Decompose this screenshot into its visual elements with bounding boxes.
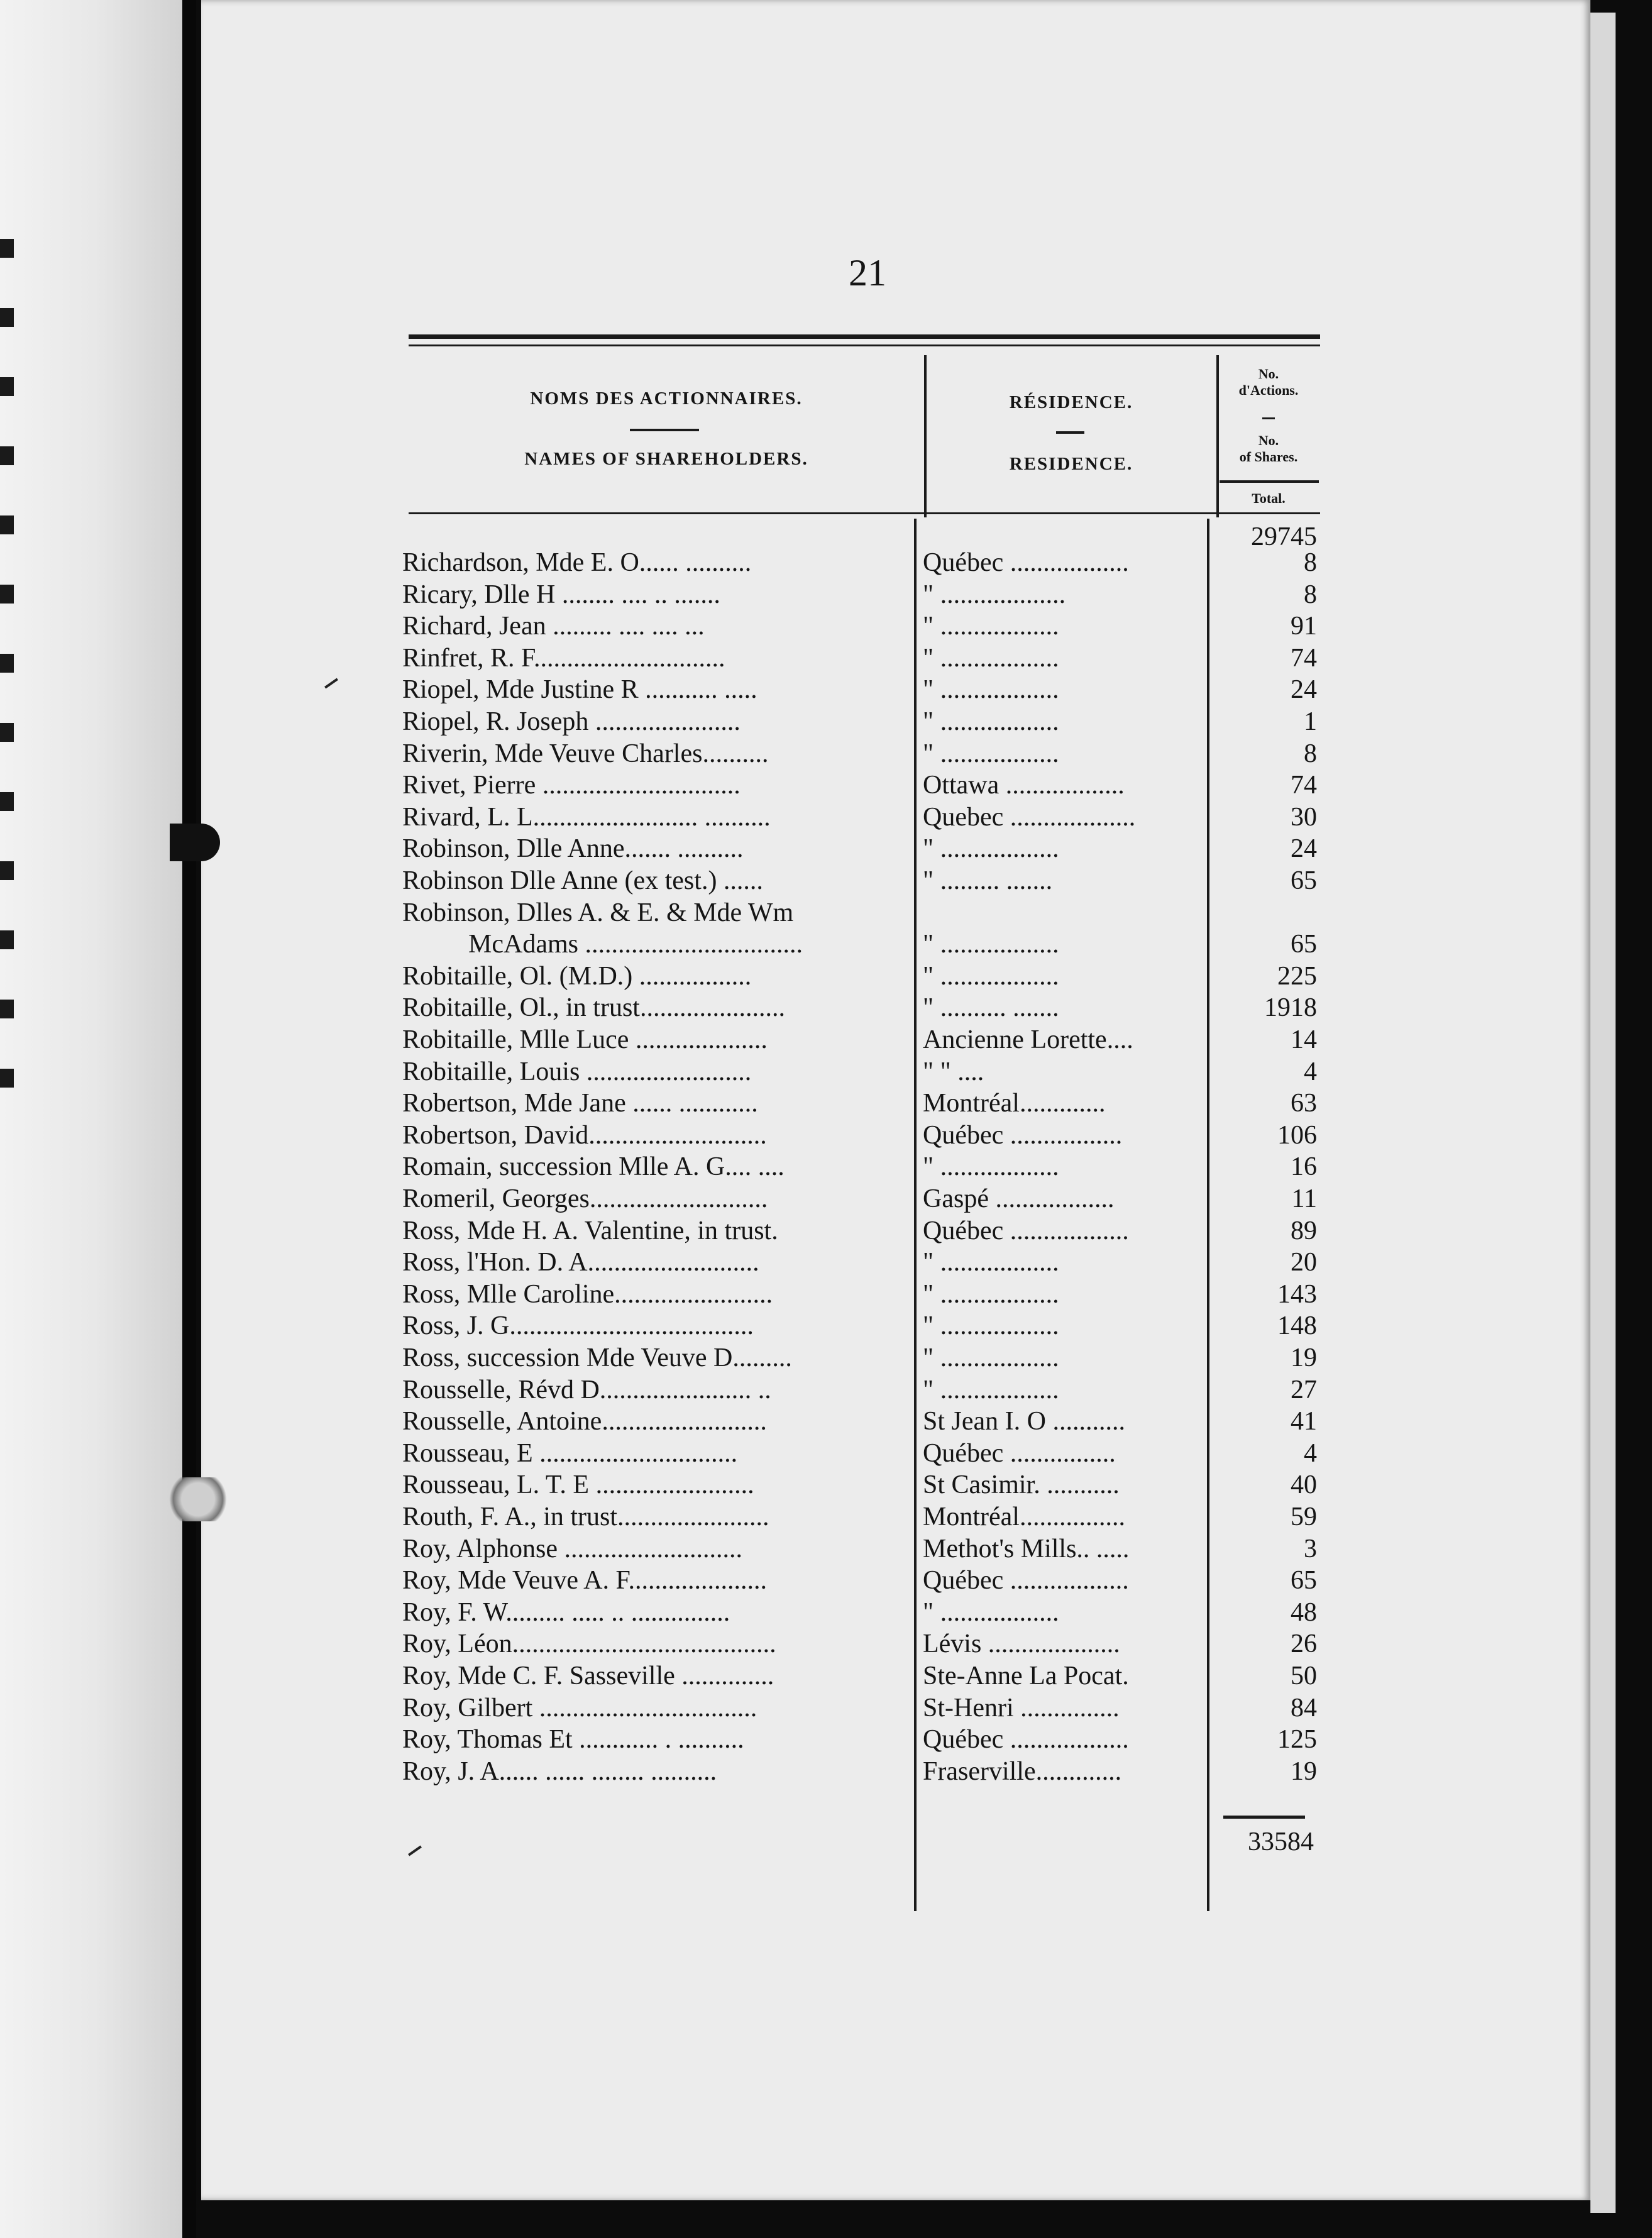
- shares-en-line2: of Shares.: [1239, 449, 1298, 465]
- table-row: [402, 642, 1320, 674]
- shareholder-name: Riopel, Mde Justine R ........... .....: [402, 675, 757, 704]
- shareholder-residence: Québec ..................: [923, 1216, 1129, 1245]
- table-row: [402, 1438, 1320, 1469]
- shareholder-shares: 4: [1304, 1057, 1317, 1086]
- shareholder-shares: 74: [1291, 644, 1317, 673]
- table-row: [402, 929, 1320, 960]
- shareholder-name: Roy, J. A...... ...... ........ ..........: [402, 1757, 717, 1786]
- shareholder-shares: 11: [1291, 1184, 1317, 1213]
- page-damage-mark: [163, 1477, 233, 1521]
- table-row: [402, 1501, 1320, 1533]
- shareholder-shares: 8: [1304, 548, 1317, 577]
- table-row: [402, 1120, 1320, 1151]
- shareholder-residence: Ste-Anne La Pocat.: [923, 1662, 1129, 1690]
- table-row: [402, 610, 1320, 642]
- adjacent-page-marks: [0, 239, 14, 1119]
- shareholder-residence: " ..................: [923, 1343, 1059, 1372]
- shareholder-residence: " ..................: [923, 1248, 1059, 1277]
- shares-fr-line1: No.: [1258, 366, 1279, 382]
- shareholder-shares: 14: [1291, 1025, 1317, 1054]
- column-header-shares-fr: [1218, 366, 1319, 399]
- column-header-shares-en: [1218, 433, 1319, 465]
- table-row: [402, 897, 1320, 929]
- shareholder-name: Rinfret, R. F.............................: [402, 644, 725, 673]
- shareholder-shares: 125: [1277, 1725, 1317, 1754]
- table-row: [402, 1597, 1320, 1628]
- shareholder-residence: St Jean I. O ...........: [923, 1407, 1125, 1436]
- page-edge: [1590, 13, 1616, 2213]
- header-dash: [1056, 431, 1084, 434]
- shareholder-residence: Quebec ...................: [923, 803, 1136, 832]
- shareholder-shares: 106: [1277, 1121, 1317, 1150]
- table-row: [402, 1024, 1320, 1056]
- shareholder-name: Robitaille, Ol., in trust......................: [402, 993, 785, 1022]
- shareholder-residence: Québec ................: [923, 1439, 1116, 1468]
- shareholder-residence: Gaspé ..................: [923, 1184, 1115, 1213]
- shareholder-residence: " .......... .......: [923, 993, 1059, 1022]
- shareholder-residence: Methot's Mills.. .....: [923, 1535, 1130, 1563]
- shareholder-shares: 91: [1291, 612, 1317, 641]
- page-number: 21: [849, 252, 886, 294]
- table-row: [402, 1247, 1320, 1278]
- shareholder-residence: " ..................: [923, 1598, 1059, 1627]
- shareholder-name: Roy, Léon........................................: [402, 1629, 776, 1658]
- shareholder-shares: 26: [1291, 1629, 1317, 1658]
- shareholder-shares: 1918: [1264, 993, 1317, 1022]
- column-divider: [924, 355, 927, 517]
- header-dash: [630, 429, 699, 431]
- header-rule-thin: [409, 345, 1320, 346]
- column-header-residence-fr: RÉSIDENCE.: [1009, 392, 1133, 412]
- shareholder-name: McAdams .................................: [468, 930, 803, 959]
- header-dash: [1262, 417, 1275, 419]
- shareholder-name: Rousseau, L. T. E ........................: [402, 1470, 754, 1499]
- shareholder-residence: Lévis ....................: [923, 1629, 1120, 1658]
- table-row: [402, 961, 1320, 992]
- shareholder-name: Rousselle, Révd D....................... ..: [402, 1375, 771, 1404]
- shareholder-name: Robertson, David...........................: [402, 1121, 767, 1150]
- shareholder-name: Robertson, Mde Jane ...... ............: [402, 1089, 758, 1118]
- shareholder-name: Roy, Alphonse ...........................: [402, 1535, 742, 1563]
- header-rule-thick: [409, 334, 1320, 339]
- shareholder-name: Robinson, Dlles A. & E. & Mde Wm: [402, 898, 794, 927]
- table-row: [402, 1183, 1320, 1215]
- shareholder-name: Ross, Mde H. A. Valentine, in trust.: [402, 1216, 778, 1245]
- column-header-residence-en: RESIDENCE.: [1009, 454, 1133, 474]
- shareholder-shares: 41: [1291, 1407, 1317, 1436]
- shareholder-shares: 50: [1291, 1662, 1317, 1690]
- table-row: [402, 1724, 1320, 1755]
- shareholder-shares: 225: [1277, 962, 1317, 991]
- grand-total: 33584: [1248, 1827, 1314, 1856]
- shareholder-residence: " ..................: [923, 930, 1059, 959]
- shareholder-residence: " ..................: [923, 1280, 1059, 1309]
- binding-tab: [170, 824, 220, 861]
- shareholder-residence: " ..................: [923, 612, 1059, 641]
- shareholder-shares: 8: [1304, 580, 1317, 609]
- shareholder-name: Robinson, Dlle Anne....... ..........: [402, 834, 744, 863]
- shares-en-line1: No.: [1258, 433, 1279, 448]
- adjacent-page-strip: [0, 0, 189, 2238]
- shareholder-residence: " ......... .......: [923, 866, 1053, 895]
- shareholder-residence: St-Henri ...............: [923, 1694, 1120, 1723]
- table-row: [402, 1088, 1320, 1119]
- table-row: [402, 1151, 1320, 1182]
- table-row: [402, 992, 1320, 1023]
- shareholder-name: Ricary, Dlle H ........ .... .. .......: [402, 580, 720, 609]
- shareholder-shares: 20: [1291, 1248, 1317, 1277]
- shareholder-name: Riverin, Mde Veuve Charles..........: [402, 739, 769, 768]
- shares-fr-line2: d'Actions.: [1238, 382, 1299, 398]
- shareholder-shares: 16: [1291, 1152, 1317, 1181]
- shareholder-shares: 59: [1291, 1502, 1317, 1531]
- shareholder-name: Ross, succession Mde Veuve D.........: [402, 1343, 792, 1372]
- shareholder-name: Roy, Mde Veuve A. F.....................: [402, 1566, 767, 1595]
- column-header-names-en: NAMES OF SHAREHOLDERS.: [524, 449, 808, 469]
- table-row: [402, 1279, 1320, 1310]
- shareholder-residence: Québec ..................: [923, 1725, 1129, 1754]
- shareholder-residence: St Casimir. ...........: [923, 1470, 1120, 1499]
- shareholder-shares: 19: [1291, 1757, 1317, 1786]
- shareholder-shares: 3: [1304, 1535, 1317, 1563]
- binding-spine: [182, 0, 196, 2238]
- shareholder-shares: 24: [1291, 675, 1317, 704]
- shareholder-name: Rivard, L. L......................... ..........: [402, 803, 771, 832]
- table-row: [402, 1533, 1320, 1565]
- shareholder-name: Rousselle, Antoine.........................: [402, 1407, 767, 1436]
- shareholder-name: Robinson Dlle Anne (ex test.) ......: [402, 866, 763, 895]
- table-row: [402, 1628, 1320, 1660]
- shareholder-name: Roy, Thomas Et ............ . ..........: [402, 1725, 744, 1754]
- table-row: [402, 579, 1320, 610]
- shareholder-residence: Fraserville.............: [923, 1757, 1122, 1786]
- shareholder-name: Rousseau, E ..............................: [402, 1439, 738, 1468]
- header-bottom-rule: [409, 512, 1320, 514]
- shareholder-name: Ross, J. G.....................................: [402, 1311, 754, 1340]
- sum-rule: [1223, 1816, 1305, 1819]
- shareholder-shares: 65: [1291, 866, 1317, 895]
- table-row: [402, 802, 1320, 833]
- shareholder-name: Robitaille, Louis .........................: [402, 1057, 752, 1086]
- table-row: [402, 1056, 1320, 1088]
- table-row: [402, 1310, 1320, 1342]
- shareholder-shares: 89: [1291, 1216, 1317, 1245]
- table-row: [402, 547, 1320, 578]
- shareholder-residence: " ..................: [923, 707, 1059, 736]
- shareholder-shares: 84: [1291, 1694, 1317, 1723]
- table-row: [402, 674, 1320, 705]
- shareholder-shares: 65: [1291, 1566, 1317, 1595]
- table-row: [402, 1406, 1320, 1437]
- shareholder-shares: 143: [1277, 1280, 1317, 1309]
- shareholder-name: Roy, Mde C. F. Sasseville ..............: [402, 1662, 774, 1690]
- shareholder-shares: 4: [1304, 1439, 1317, 1468]
- shareholder-shares: 19: [1291, 1343, 1317, 1372]
- shareholder-shares: 40: [1291, 1470, 1317, 1499]
- shareholder-name: Robitaille, Mlle Luce ....................: [402, 1025, 768, 1054]
- shareholder-shares: 24: [1291, 834, 1317, 863]
- shareholder-residence: Montréal.............: [923, 1089, 1106, 1118]
- table-row: [402, 1469, 1320, 1501]
- table-row: [402, 706, 1320, 737]
- shareholder-name: Richard, Jean ......... .... .... ...: [402, 612, 705, 641]
- table-row: [402, 1215, 1320, 1247]
- table-row: [402, 1342, 1320, 1374]
- column-header-names-fr: NOMS DES ACTIONNAIRES.: [530, 389, 803, 409]
- table-row: [402, 1374, 1320, 1406]
- shareholder-residence: Québec ..................: [923, 1566, 1129, 1595]
- shareholder-residence: Montréal................: [923, 1502, 1125, 1531]
- shareholder-shares: 74: [1291, 771, 1317, 800]
- table-row: [402, 833, 1320, 864]
- table-row: [402, 769, 1320, 801]
- shareholder-name: Romeril, Georges...........................: [402, 1184, 768, 1213]
- shareholder-shares: 30: [1291, 803, 1317, 832]
- shareholder-residence: Québec .................: [923, 1121, 1123, 1150]
- shareholder-residence: " ..................: [923, 1375, 1059, 1404]
- shareholder-name: Routh, F. A., in trust.......................: [402, 1502, 769, 1531]
- shareholder-name: Richardson, Mde E. O...... ..........: [402, 548, 752, 577]
- column-header-total: Total.: [1252, 490, 1286, 506]
- shareholder-name: Riopel, R. Joseph ......................: [402, 707, 741, 736]
- shareholder-name: Ross, Mlle Caroline........................: [402, 1280, 773, 1309]
- table-row: [402, 738, 1320, 769]
- shareholder-residence: " ..................: [923, 834, 1059, 863]
- shareholder-name: Romain, succession Mlle A. G.... ....: [402, 1152, 785, 1181]
- opening-total: 29745: [1251, 522, 1317, 551]
- shareholder-residence: Ancienne Lorette....: [923, 1025, 1133, 1054]
- shareholder-residence: " ..................: [923, 1311, 1059, 1340]
- shareholder-residence: " ..................: [923, 1152, 1059, 1181]
- shareholder-residence: Québec ..................: [923, 548, 1129, 577]
- total-label-rule: [1220, 480, 1319, 483]
- shareholder-shares: 148: [1277, 1311, 1317, 1340]
- shareholder-shares: 48: [1291, 1598, 1317, 1627]
- shareholder-name: Roy, F. W......... ..... .. ...............: [402, 1598, 730, 1627]
- shareholder-shares: 1: [1304, 707, 1317, 736]
- shareholder-name: Roy, Gilbert .................................: [402, 1694, 757, 1723]
- shareholder-name: Ross, l'Hon. D. A..........................: [402, 1248, 759, 1277]
- shareholder-residence: " ..................: [923, 962, 1059, 991]
- shareholder-residence: " ..................: [923, 675, 1059, 704]
- shareholder-name: Robitaille, Ol. (M.D.) .................: [402, 962, 752, 991]
- shareholder-shares: 8: [1304, 739, 1317, 768]
- shareholder-residence: " ..................: [923, 644, 1059, 673]
- table-row: [402, 1565, 1320, 1596]
- column-divider: [1216, 355, 1219, 517]
- table-row: [402, 865, 1320, 896]
- shareholder-residence: Ottawa ..................: [923, 771, 1125, 800]
- shareholder-residence: " " ....: [923, 1057, 984, 1086]
- shareholder-residence: " ...................: [923, 580, 1066, 609]
- shareholder-name: Rivet, Pierre ..............................: [402, 771, 741, 800]
- table-row: [402, 1660, 1320, 1692]
- table-row: [402, 1756, 1320, 1787]
- shareholder-shares: 63: [1291, 1089, 1317, 1118]
- table-row: [402, 1692, 1320, 1724]
- shareholder-shares: 27: [1291, 1375, 1317, 1404]
- shareholder-residence: " ..................: [923, 739, 1059, 768]
- shareholder-shares: 65: [1291, 930, 1317, 959]
